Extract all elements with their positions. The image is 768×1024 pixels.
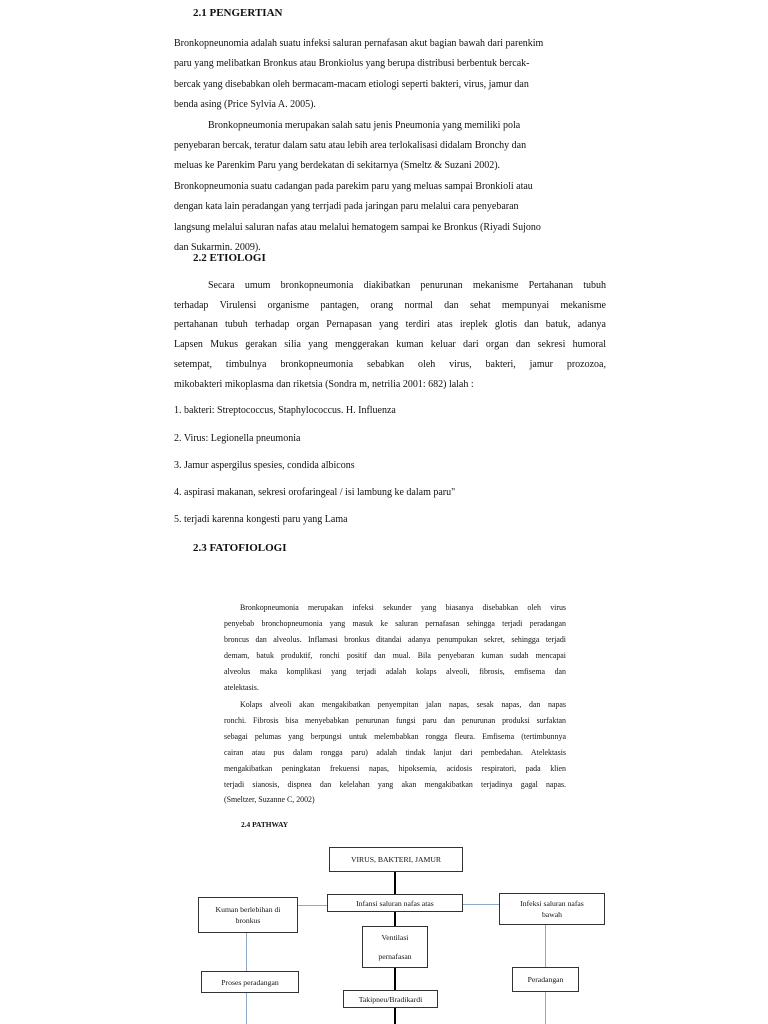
connector-line [545,925,546,967]
text-line: pertahanan tubuh terhadap organ Pernapasan yang terdiri atas ireplek glotis dan batuk, adanya [174,319,606,331]
text-line-content: Secara umum bronkopneumonia diakibatkan penurunan mekanisme Pertahanan tubuh [208,280,606,291]
paragraph-fatofiologi-1 [224,600,566,695]
heading-etiologi: 2.2 ETIOLOGI [193,252,266,264]
text-line: broncus dan alveolus. Inflamasi bronkus ditandai adanya penumpukan sekret, sehingga terjadi [224,634,566,644]
connector-line [394,872,396,894]
text-line: Bronkopneumonia suatu cadangan pada parekim paru yang meluas sampai Bronkioli atau [174,180,533,192]
list-item: 2. Virus: Legionella pneumonia [174,433,301,444]
text-line: dan Sukarmin. 2009). [174,242,261,254]
text-line [174,276,606,296]
pathway-box-peradangan: Peradangan [512,967,579,992]
pathway-box-proses: Proses peradangan [201,971,299,993]
connector-line [463,904,499,905]
list-item: 1. bakteri: Streptococcus, Staphylococcus. H. Influenza [174,405,396,416]
connector-line [298,905,328,906]
text-line: penyebaran bercak, teratur dalam satu atau lebih area terlokalisasi didalam Bronchy dan [174,140,527,152]
connector-line [394,912,396,926]
text-line-content: Kolaps alveoli akan mengakibatkan penyempitan jalan napas, sesak napas, dan napas [240,700,566,709]
text-line: cairan atau pus dalam rongga paru) adalah tindak lanjut dari pembedahan. Atelektasis [224,747,566,757]
text-line: penyebab bronchopneumonia yang masuk ke saluran pernafasan sehingga terjadi peradangan [224,618,566,628]
connector-line [246,933,247,971]
text-line: benda asing (Price Sylvia A. 2005). [174,99,316,111]
text-line: ronchi. Fibrosis bisa menyebabkan penurunan fungsi paru dan penurunan produksi surfaktan [224,715,566,725]
connector-line [394,968,396,990]
text-line: dengan kata lain peradangan yang terrjadi pada jaringan paru melalui cara penyebaran [174,201,519,213]
text-line: meluas ke Parenkim Paru yang berdekatan di sekitarnya (Smeltz & Suzani 2002). [174,160,501,172]
text-line: sebagai pelumas yang berpungsi untuk melembabkan rongga fleura. Emfisema (tertimbunnya [224,731,566,741]
text-line: atelektasis. [224,682,259,692]
text-line: paru yang melibatkan Bronkus atau Bronkiolus yang berupa distribusi berbentuk bercak- [174,58,530,70]
text-line [224,697,566,713]
list-item: 3. Jamur aspergilus spesies, condida albicons [174,460,355,471]
text-line-content: Bronkopneumonia merupakan salah satu jenis Pneumonia yang memiliki pola [208,119,521,131]
connector-line [545,992,546,1024]
list-item: 4. aspirasi makanan, sekresi orofaringeal / isi lambung ke dalam paru" [174,487,456,498]
list-item: 5. terjadi karenna kongesti paru yang Lama [174,514,348,525]
text-line: terjadi sianosis, dispnea dan kelelahan yang akan mengakibatkan terjadinya gagal napas. [224,779,566,789]
text-line: terhadap Virulensi organisme pantagen, orang normal dan sehat mempunyai mekanisme [174,299,606,311]
heading-fatofiologi: 2.3 FATOFIOLOGI [193,542,287,554]
pathway-box-infansi: Infansi saluran nafas atas [327,894,463,912]
text-line-content: Bronkopneumonia merupakan infeksi sekunder yang biasanya disebabkan oleh virus [240,603,566,612]
pathway-box-virus: VIRUS, BAKTERI, JAMUR [329,847,463,872]
text-line: alveolus maka komplikasi yang terjadi adalah kolaps alveoli, fibrosis, emfisema dan [224,666,566,676]
text-line: mengakibatkan peningkatan frekuensi napas, hipoksemia, acidosis respiratori, pada klien [224,763,566,773]
pathway-box-kuman: Kuman berlebihan di bronkus [198,897,298,933]
text-line: langsung melalui saluran nafas atau melalui hematogem sampai ke Bronkus (Riyadi Sujono [174,221,541,233]
text-line: bercak yang disebabkan oleh bermacam-macam etiologi seperti bakteri, virus, jamur dan [174,78,529,90]
paragraph-fatofiologi-2 [224,697,566,808]
text-line [174,116,606,136]
pathway-box-infeksi-bawah: Infeksi saluran nafas bawah [499,893,605,925]
heading-pathway: 2.4 PATHWAY [241,820,289,829]
heading-pengertian: 2.1 PENGERTIAN [193,7,283,19]
pathway-box-takipneu: Takipneu/Bradikardi [343,990,438,1008]
connector-line [246,993,247,1024]
connector-line [394,1008,396,1024]
pathway-box-ventilasi: Ventilasi pernafasan [362,926,428,968]
paragraph-etiologi [174,276,606,394]
text-line: Lapsen Mukus gerakan silia yang menggerakan kuman keluar dari organ dan sekresi humoral [174,339,606,351]
paragraph-pengertian [174,34,606,258]
text-line: (Smeltzer, Suzanne C, 2002) [224,795,315,805]
text-line [224,600,566,616]
text-line: setempat, timbulnya bronkopneumonia sebabkan oleh virus, bakteri, jamur prozozoa, [174,358,606,370]
text-line: Bronkopneunomia adalah suatu infeksi saluran pernafasan akut bagian bawah dari parenkim [174,38,544,49]
text-line: mikobakteri mikoplasma dan riketsia (Sondra m, netrilia 2001: 682) lalah : [174,378,474,390]
text-line: demam, batuk produktif, ronchi positif dan mual. Bila penyebaran kuman sudah mencapai [224,650,566,660]
